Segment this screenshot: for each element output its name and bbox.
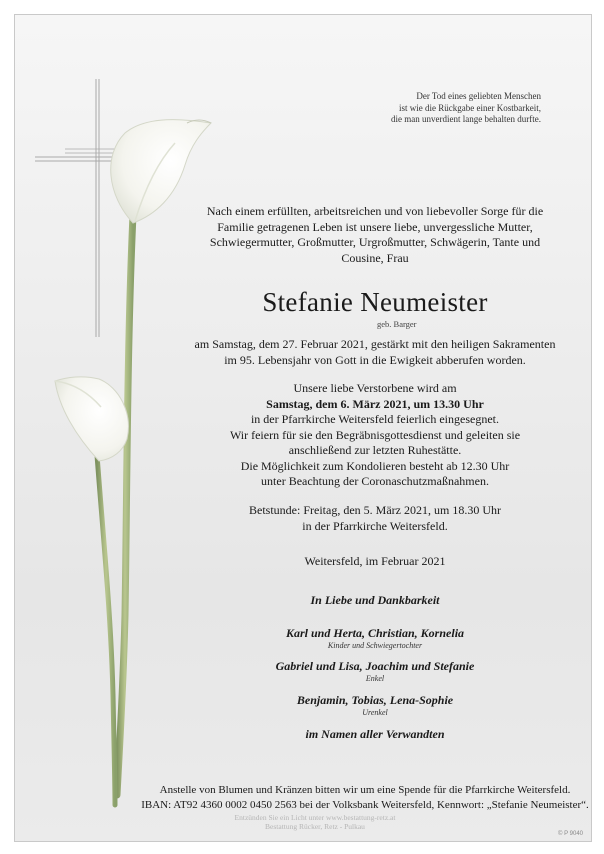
intro-text: Nach einem erfüllten, arbeitsreichen und von liebevoller Sorge für die Familie getragenen Leben ist unsere liebe, unvergessliche Mutter, Schwiegermutter, Großmutter, Urgroßmutter, Schwägerin, Tante und Cousine, Frau bbox=[206, 204, 544, 265]
mourner-group: Benjamin, Tobias, Lena-Sophie Urenkel bbox=[296, 693, 454, 717]
donation-request: Anstelle von Blumen und Kränzen bitten wir um eine Spende für die Pfarrkirche Weitersfeld. IBAN: AT92 4360 0002 0450 2563 bei der Volksbank Weitersfeld, Kennwort: „Stefanie Neumeister“. bbox=[141, 784, 589, 811]
mourner-group: Gabriel und Lisa, Joachim und Stefanie Enkel bbox=[275, 659, 475, 683]
funeral-details: Unsere liebe Verstorbene wird am Samstag, dem 6. März 2021, um 13.30 Uhr in der Pfarrkirche Weitersfeld feierlich eingesegnet. Wir feiern für sie den Begräbnisgottesdienst und geleiten sie anschließend zur letzten Ruhestätte. Die Möglichkeit zum Kondolieren besteht ab 12.30 Uhr unter Beachtung der Coronaschutzmaßnahmen. bbox=[185, 381, 565, 490]
quote: Der Tod eines geliebten Menschen ist wie die Rückgabe einer Kostbarkeit, die man unverdient lange behalten durfte. bbox=[391, 91, 541, 124]
prayer-hour: Betstunde: Freitag, den 5. März 2021, um 18.30 Uhr in der Pfarrkirche Weitersfeld. bbox=[249, 503, 501, 533]
mourners-closing: im Namen aller Verwandten bbox=[305, 727, 445, 741]
template-code: © P 9040 bbox=[558, 831, 583, 837]
mourners-heading: In Liebe und Dankbarkeit bbox=[310, 593, 440, 607]
maiden-name: geb. Barger bbox=[377, 319, 417, 329]
deceased-name: Stefanie Neumeister bbox=[262, 287, 488, 317]
lily-flower-icon bbox=[55, 377, 128, 461]
footer-note: Entzünden Sie ein Licht unter www.bestattung-retz.at Bestattung Rücker, Retz - Pulkau bbox=[234, 813, 396, 831]
obituary-card bbox=[14, 14, 592, 842]
place-date: Weitersfeld, im Februar 2021 bbox=[304, 554, 446, 568]
death-notice: am Samstag, dem 27. Februar 2021, gestärkt mit den heiligen Sakramenten im 95. Lebensjahr von Gott in die Ewigkeit abberufen worden. bbox=[194, 337, 556, 367]
mourner-group: Karl und Herta, Christian, Kornelia Kinder und Schwiegertochter bbox=[285, 626, 465, 650]
funeral-date: Samstag, dem 6. März 2021, um 13.30 Uhr bbox=[266, 396, 484, 411]
